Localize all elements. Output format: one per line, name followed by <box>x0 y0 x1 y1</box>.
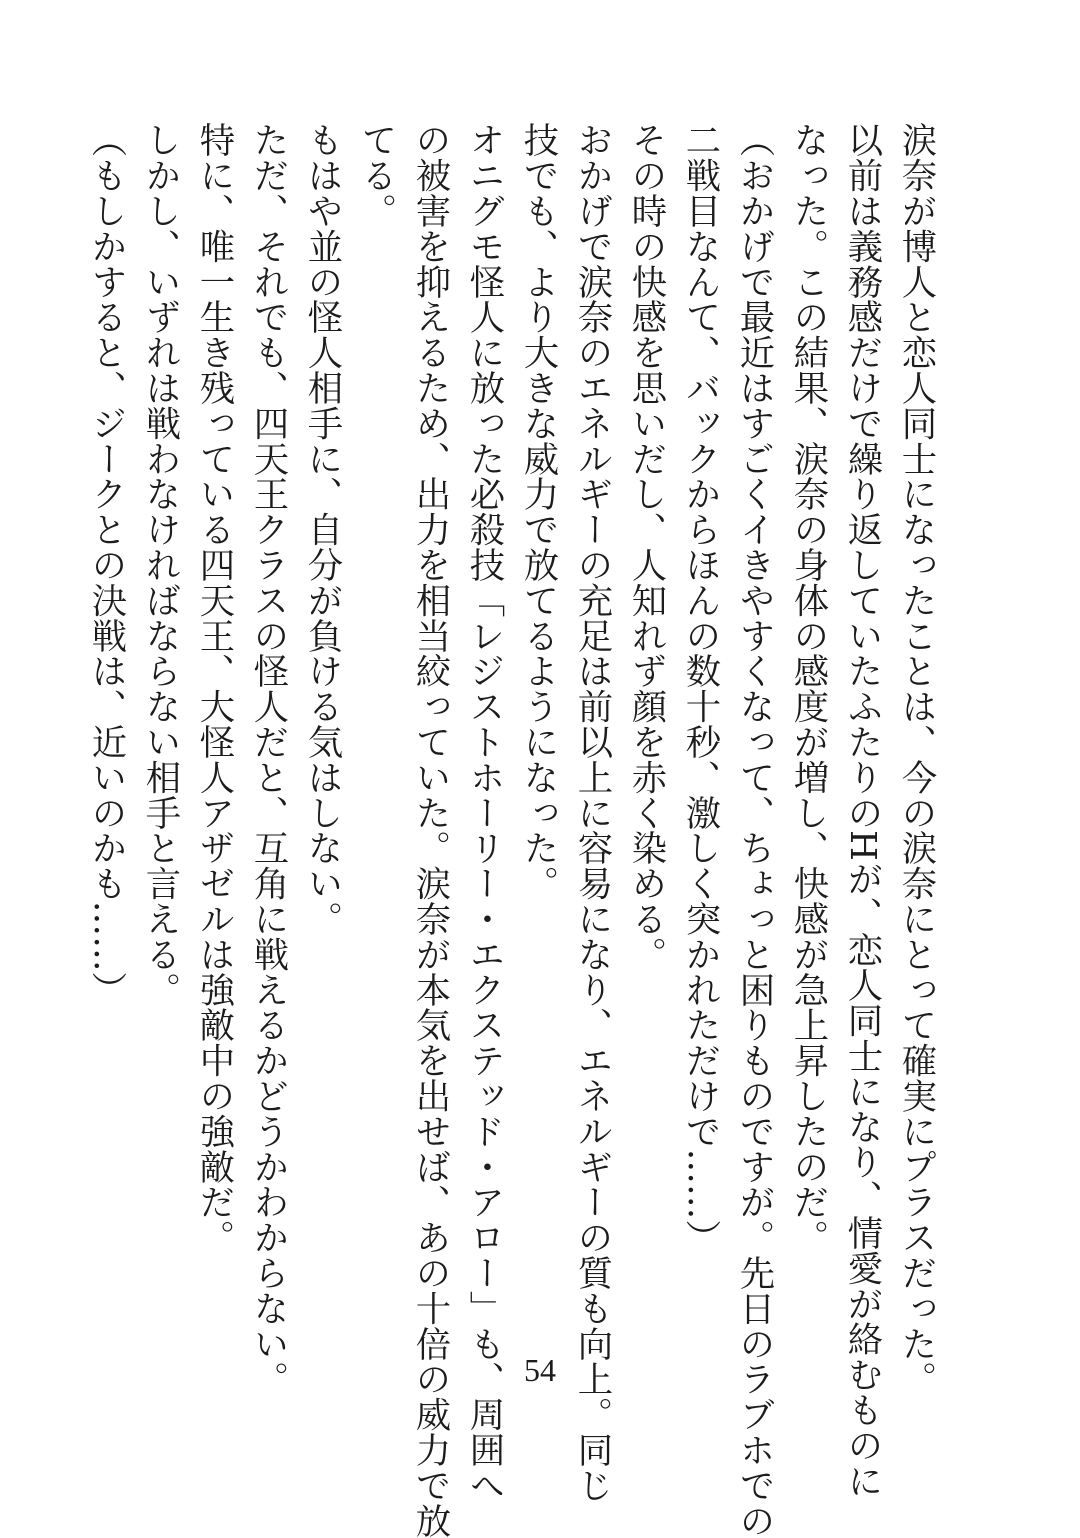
text-line: の被害を抑えるため、出力を相当絞っていた。涙奈が本気を出せば、あの十倍の威力で放 <box>410 122 451 1538</box>
text-line: おかげで涙奈のエネルギーの充足は前以上に容易になり、エネルギーの質も向上。同じ <box>572 122 613 1503</box>
text-line: 特に、唯一生き残っている四天王、大怪人アザゼルは強敵中の強敵だ。 <box>194 122 235 1255</box>
text-line: なった。この結果、涙奈の身体の感度が増し、快感が急上昇したのだ。 <box>788 122 829 1255</box>
text-line: しかし、いずれは戦わなければならない相手と言える。 <box>140 122 181 1007</box>
page-number: 54 <box>524 1352 556 1388</box>
text-line: もはや並の怪人相手に、自分が負ける気はしない。 <box>302 122 343 937</box>
text-line: （おかげで最近はすごくイきやすくなって、ちょっと困りものですが。先日のラブホでの <box>734 122 775 1538</box>
text-line: てる。 <box>356 122 397 229</box>
text-line: 二戦目なんて、バックからほんの数十秒、激しく突かれただけで……） <box>680 122 721 1255</box>
text-line: ただ、それでも、四天王クラスの怪人だと、互角に戦えるかどうかわからない。 <box>248 122 289 1397</box>
text-line: 技でも、より大きな威力で放てるようになった。 <box>518 122 559 901</box>
text-line: 以前は義務感だけで繰り返していたふたりのHが、恋人同士になり、情愛が絡むものに <box>842 122 883 1499</box>
text-line: 涙奈が博人と恋人同士になったことは、今の涙奈にとって確実にプラスだった。 <box>896 122 937 1397</box>
text-line: （もしかすると、ジークとの決戦は、近いのかも……） <box>86 122 127 1007</box>
text-line: オニグモ怪人に放った必殺技「レジストホーリー・エクステッド・アロー」も、周囲へ <box>464 122 505 1503</box>
text-line: その時の快感を思いだし、人知れず顔を赤く染める。 <box>626 122 667 972</box>
